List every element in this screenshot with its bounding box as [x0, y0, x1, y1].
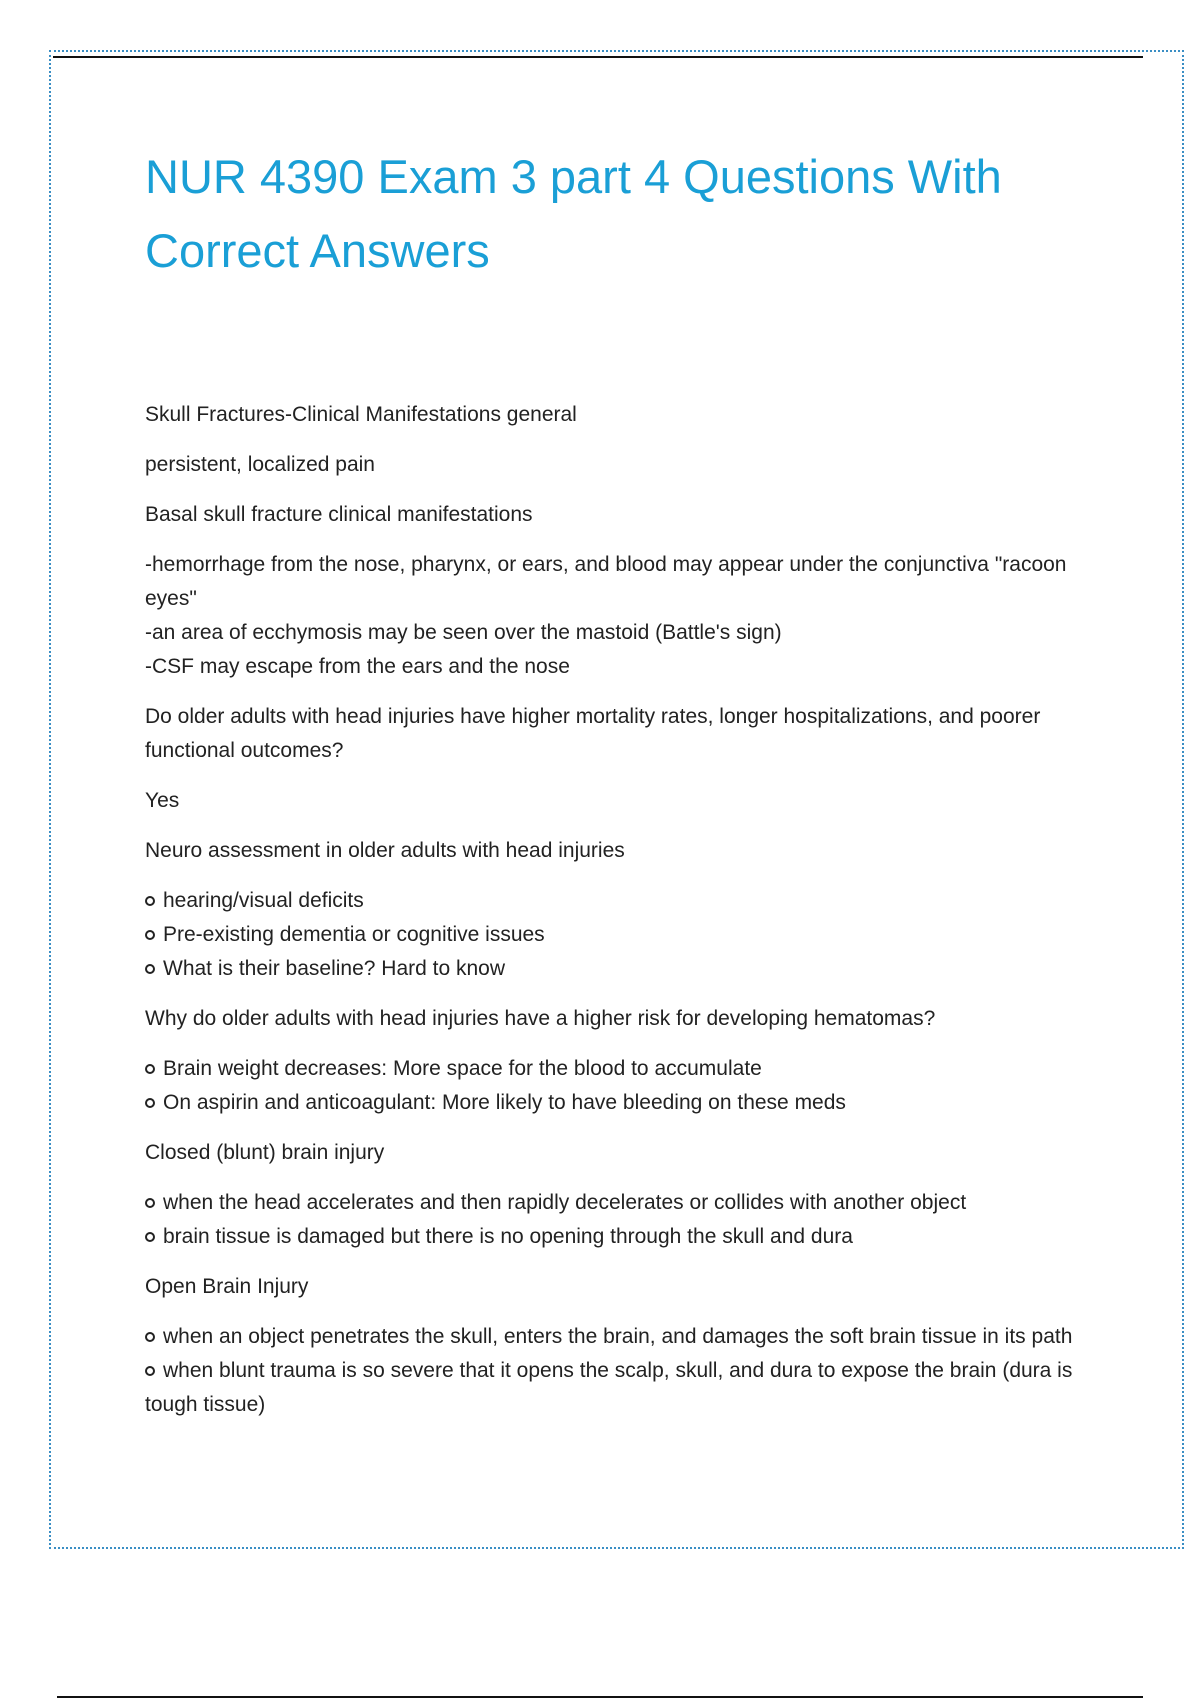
document-body [145, 398, 1075, 1438]
question-skull-fractures: Skull Fractures-Clinical Manifestations general [145, 403, 577, 426]
circle-bullet-icon [145, 1332, 155, 1342]
bullet-text: hearing/visual deficits [163, 889, 364, 912]
circle-bullet-icon [145, 1232, 155, 1242]
bullet-text: when an object penetrates the skull, enters the brain, and damages the soft brain tissue in its path [163, 1325, 1073, 1348]
bullet-item [145, 1086, 1075, 1120]
answer-open-brain-injury [145, 1320, 1075, 1422]
circle-bullet-icon [145, 1098, 155, 1108]
answer-line: -hemorrhage from the nose, pharynx, or ears, and blood may appear under the conjunctiva "racoon eyes" [145, 553, 1067, 610]
answer-hematoma-risk [145, 1052, 1075, 1120]
answer-basal-skull-fracture [145, 548, 1075, 684]
bottom-rule [57, 1696, 1143, 1698]
bullet-text: brain tissue is damaged but there is no opening through the skull and dura [163, 1225, 853, 1248]
answer-older-adults-outcomes: Yes [145, 789, 180, 812]
bullet-item [145, 1320, 1075, 1354]
circle-bullet-icon [145, 1064, 155, 1074]
bullet-item [145, 1052, 1075, 1086]
bullet-item [145, 918, 1075, 952]
bullet-text: What is their baseline? Hard to know [163, 957, 505, 980]
question-open-brain-injury: Open Brain Injury [145, 1275, 309, 1298]
document-title: NUR 4390 Exam 3 part 4 Questions With Correct Answers [145, 150, 1002, 277]
question-hematoma-risk: Why do older adults with head injuries have a higher risk for developing hematomas? [145, 1007, 936, 1030]
answer-skull-fractures: persistent, localized pain [145, 453, 375, 476]
question-closed-brain-injury: Closed (blunt) brain injury [145, 1141, 385, 1164]
bullet-text: when the head accelerates and then rapidly decelerates or collides with another object [163, 1191, 967, 1214]
bullet-item [145, 952, 1075, 986]
top-rule [53, 56, 1143, 58]
question-basal-skull-fracture: Basal skull fracture clinical manifestations [145, 503, 533, 526]
bullet-text: On aspirin and anticoagulant: More likely to have bleeding on these meds [163, 1091, 846, 1114]
circle-bullet-icon [145, 964, 155, 974]
circle-bullet-icon [145, 1366, 155, 1376]
answer-closed-brain-injury [145, 1186, 1075, 1254]
answer-line: -CSF may escape from the ears and the nose [145, 655, 570, 678]
bullet-text: Brain weight decreases: More space for the blood to accumulate [163, 1057, 762, 1080]
bullet-item [145, 1186, 1075, 1220]
circle-bullet-icon [145, 1198, 155, 1208]
bullet-item [145, 1220, 1075, 1254]
bullet-item [145, 884, 1075, 918]
bullet-text: Pre-existing dementia or cognitive issues [163, 923, 545, 946]
circle-bullet-icon [145, 930, 155, 940]
question-neuro-assessment: Neuro assessment in older adults with head injuries [145, 839, 625, 862]
bullet-item [145, 1354, 1075, 1422]
answer-line: -an area of ecchymosis may be seen over the mastoid (Battle's sign) [145, 621, 782, 644]
answer-neuro-assessment [145, 884, 1075, 986]
bullet-text: when blunt trauma is so severe that it opens the scalp, skull, and dura to expose the brain (dura is tough tissue) [145, 1359, 1073, 1416]
circle-bullet-icon [145, 896, 155, 906]
question-older-adults-outcomes: Do older adults with head injuries have higher mortality rates, longer hospitalizations, and poorer functional outcomes? [145, 705, 1041, 762]
